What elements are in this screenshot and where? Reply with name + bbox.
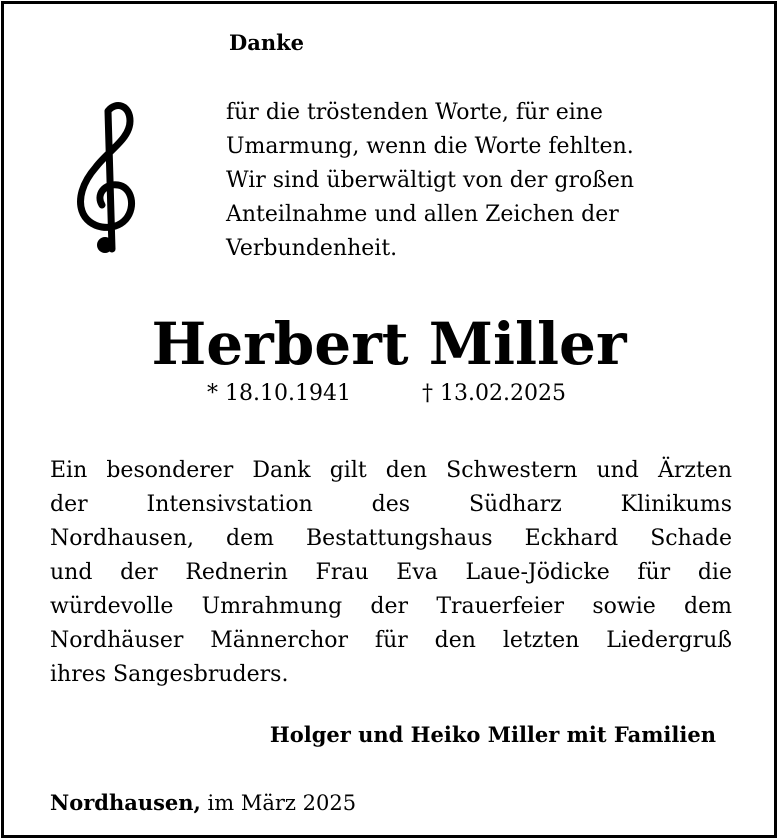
paragraph-line: Ein besonderer Dank gilt den Schwestern und Ärzten bbox=[50, 458, 732, 483]
paragraph-line: Nordhäuser Männerchor für den letzten Liedergruß bbox=[50, 628, 732, 653]
treble-clef-icon bbox=[68, 99, 150, 259]
heading-danke: Danke bbox=[229, 30, 304, 55]
paragraph-line: würdevolle Umrahmung der Trauerfeier sowie dem bbox=[50, 594, 732, 619]
place-name: Nordhausen, bbox=[50, 790, 201, 815]
death-date: † 13.02.2025 bbox=[422, 381, 566, 406]
paragraph-line: und der Rednerin Frau Eva Laue-Jödicke für die bbox=[50, 560, 732, 585]
paragraph-line: Nordhausen, dem Bestattungshaus Eckhard Schade bbox=[50, 526, 732, 551]
intro-line: Verbundenheit. bbox=[226, 236, 398, 261]
thanks-paragraph bbox=[50, 454, 732, 692]
signature: Holger und Heiko Miller mit Familien bbox=[269, 722, 716, 747]
intro-line: Anteilnahme und allen Zeichen der bbox=[226, 202, 619, 227]
paragraph-line: ihres Sangesbruders. bbox=[50, 662, 289, 687]
intro-line: Umarmung, wenn die Worte fehlten. bbox=[226, 134, 634, 159]
paragraph-line: der Intensivstation des Südharz Klinikums bbox=[50, 492, 732, 517]
closing-date: im März 2025 bbox=[207, 791, 357, 815]
intro-line: Wir sind überwältigt von der großen bbox=[226, 168, 635, 193]
birth-date: * 18.10.1941 bbox=[207, 381, 351, 406]
intro-line: für die tröstenden Worte, für eine bbox=[226, 100, 603, 125]
deceased-name: Herbert Miller bbox=[151, 310, 627, 378]
place-date-line bbox=[50, 790, 356, 815]
obituary-card bbox=[1, 1, 777, 838]
intro-text bbox=[226, 96, 726, 266]
